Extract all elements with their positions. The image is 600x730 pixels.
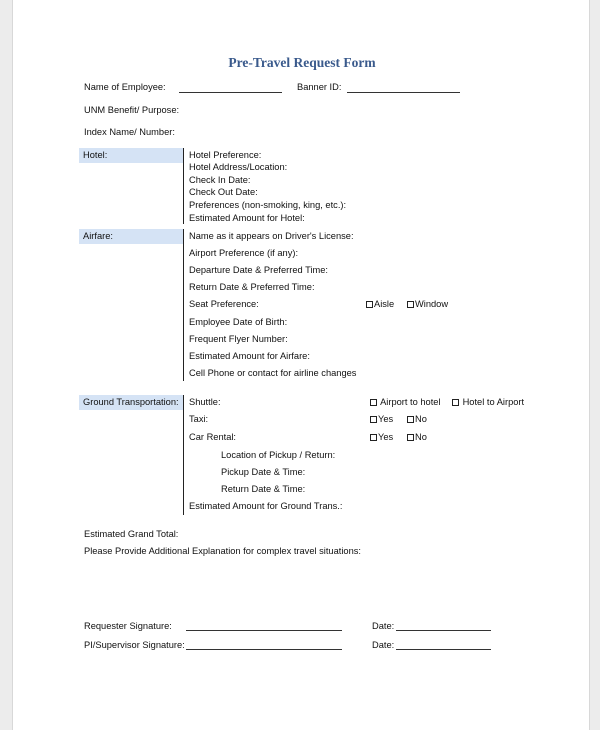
- grand-total-label: Estimated Grand Total:: [84, 529, 179, 539]
- hotel-to-airport-checkbox[interactable]: [452, 399, 459, 406]
- hotel-address-label: Hotel Address/Location:: [189, 162, 288, 172]
- seat-window-option[interactable]: [407, 298, 448, 310]
- departure-date-label: Departure Date & Preferred Time:: [189, 265, 328, 275]
- aisle-label: Aisle: [374, 299, 395, 309]
- car-yes-checkbox[interactable]: [370, 434, 377, 441]
- ground-section-bar: [183, 395, 184, 515]
- check-out-label: Check Out Date:: [189, 187, 258, 197]
- form-title: Pre-Travel Request Form: [228, 55, 376, 70]
- window-label: Window: [415, 299, 449, 309]
- ground-amount-label: Estimated Amount for Ground Trans.:: [189, 501, 343, 511]
- aisle-checkbox[interactable]: [366, 301, 373, 308]
- pickup-date-label: Pickup Date & Time:: [221, 467, 306, 477]
- requester-signature-line[interactable]: [186, 630, 342, 631]
- car-no-checkbox[interactable]: [407, 434, 414, 441]
- hotel-section-header: Hotel:: [79, 148, 183, 163]
- window-checkbox[interactable]: [407, 301, 414, 308]
- car-no-option[interactable]: [407, 431, 427, 443]
- airport-preference-label: Airport Preference (if any):: [189, 248, 299, 258]
- car-yes-label: Yes: [378, 432, 394, 442]
- license-name-label: Name as it appears on Driver's License:: [189, 231, 354, 241]
- hotel-amount-label: Estimated Amount for Hotel:: [189, 213, 305, 223]
- supervisor-signature-label: PI/Supervisor Signature:: [84, 640, 185, 650]
- hotel-preference-label: Hotel Preference:: [189, 150, 262, 160]
- car-rental-label: Car Rental:: [189, 432, 237, 442]
- requester-signature-label: Requester Signature:: [84, 621, 172, 631]
- requester-date-line[interactable]: [396, 630, 491, 631]
- birth-date-label: Employee Date of Birth:: [189, 317, 288, 327]
- car-no-label: No: [415, 432, 427, 442]
- frequent-flyer-label: Frequent Flyer Number:: [189, 334, 288, 344]
- ground-section-header: Ground Transportation:: [79, 395, 183, 410]
- supervisor-date-label: Date:: [372, 640, 395, 650]
- airfare-section-bar: [183, 229, 184, 381]
- taxi-yes-checkbox[interactable]: [370, 416, 377, 423]
- taxi-no-label: No: [415, 414, 427, 424]
- shuttle-airport-to-hotel-option[interactable]: [370, 396, 441, 408]
- employee-input-line[interactable]: [179, 92, 282, 93]
- seat-aisle-option[interactable]: [366, 298, 394, 310]
- taxi-no-option[interactable]: [407, 413, 427, 425]
- cell-phone-label: Cell Phone or contact for airline changes: [189, 368, 357, 378]
- airport-to-hotel-label: Airport to hotel: [380, 397, 441, 407]
- requester-date-label: Date:: [372, 621, 395, 631]
- supervisor-signature-line[interactable]: [186, 649, 342, 650]
- room-preferences-label: Preferences (non-smoking, king, etc.):: [189, 200, 347, 210]
- seat-preference-label: Seat Preference:: [189, 299, 259, 309]
- airport-to-hotel-checkbox[interactable]: [370, 399, 377, 406]
- shuttle-label: Shuttle:: [189, 397, 221, 407]
- taxi-label: Taxi:: [189, 414, 209, 424]
- employee-label: Name of Employee:: [84, 82, 166, 92]
- airfare-section-header: Airfare:: [79, 229, 183, 244]
- supervisor-date-line[interactable]: [396, 649, 491, 650]
- banner-id-input-line[interactable]: [347, 92, 460, 93]
- hotel-to-airport-label: Hotel to Airport: [462, 397, 525, 407]
- banner-id-label: Banner ID:: [297, 82, 342, 92]
- pickup-location-label: Location of Pickup / Return:: [221, 450, 336, 460]
- airfare-amount-label: Estimated Amount for Airfare:: [189, 351, 310, 361]
- car-yes-option[interactable]: [370, 431, 393, 443]
- benefit-purpose-label: UNM Benefit/ Purpose:: [84, 105, 180, 115]
- form-page: [12, 0, 590, 730]
- taxi-no-checkbox[interactable]: [407, 416, 414, 423]
- hotel-section-bar: [183, 148, 184, 224]
- explanation-label: Please Provide Additional Explanation for complex travel situations:: [84, 546, 361, 556]
- taxi-yes-option[interactable]: [370, 413, 393, 425]
- car-return-date-label: Return Date & Time:: [221, 484, 306, 494]
- shuttle-hotel-to-airport-option[interactable]: [452, 396, 524, 408]
- check-in-label: Check In Date:: [189, 175, 251, 185]
- index-number-label: Index Name/ Number:: [84, 127, 175, 137]
- return-date-label: Return Date & Preferred Time:: [189, 282, 315, 292]
- taxi-yes-label: Yes: [378, 414, 394, 424]
